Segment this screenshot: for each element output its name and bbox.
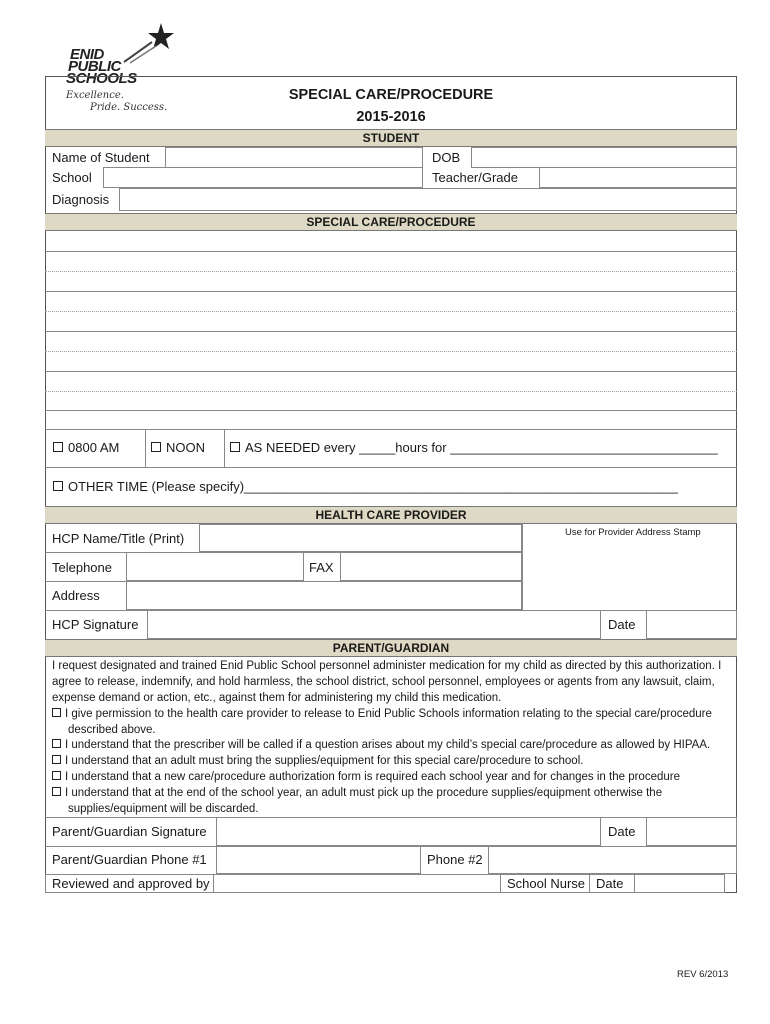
school-label: School: [52, 170, 92, 185]
consent-text-2: agree to release, indemnify, and hold harmless, the school district, school personnel, employees or agents from any lawsuit, claim,: [52, 676, 715, 688]
logo-word-public: PUBLIC: [68, 58, 121, 75]
checkbox-icon[interactable]: [151, 442, 161, 452]
parent-phone1-label: Parent/Guardian Phone #1: [52, 852, 207, 867]
procedure-line[interactable]: [45, 371, 737, 372]
divider: [45, 467, 737, 468]
teacher-grade-field[interactable]: [539, 167, 737, 188]
procedure-line[interactable]: [45, 351, 737, 352]
logo-word-schools: SCHOOLS: [66, 70, 137, 87]
parent-phone2-label: Phone #2: [427, 852, 483, 867]
divider: [224, 429, 225, 467]
procedure-line: [45, 429, 737, 430]
checkbox-icon[interactable]: [53, 481, 63, 491]
other-time-option[interactable]: [53, 479, 678, 495]
checkbox-icon[interactable]: [52, 739, 61, 748]
permission-item-5[interactable]: [52, 786, 662, 801]
fax-field[interactable]: [340, 552, 522, 581]
procedure-line[interactable]: [45, 331, 737, 332]
permission-item-3[interactable]: [52, 754, 583, 769]
permission-item-3-text: I understand that an adult must bring the supplies/equipment for this special care/procedure to school.: [65, 755, 584, 767]
dob-field[interactable]: [471, 147, 737, 168]
section-parent-guardian: PARENT/GUARDIAN: [45, 639, 737, 657]
permission-item-2[interactable]: [52, 738, 710, 753]
permission-item-1[interactable]: [52, 707, 712, 722]
parent-date-field[interactable]: [646, 817, 737, 846]
hcp-date-label: Date: [608, 617, 636, 632]
reviewed-by-field[interactable]: [213, 874, 501, 893]
diagnosis-label: Diagnosis: [52, 192, 110, 207]
telephone-field[interactable]: [126, 552, 304, 581]
reviewed-by-label: Reviewed and approved by: [52, 876, 210, 891]
logo-word-enid: ENID: [70, 46, 104, 63]
as-needed-option[interactable]: [230, 440, 718, 456]
consent-text-3: expense demand or action, etc., against them for administering my child this medication.: [52, 692, 502, 704]
procedure-line[interactable]: [45, 291, 737, 292]
time-noon-option[interactable]: [151, 440, 205, 456]
procedure-line[interactable]: [45, 410, 737, 411]
consent-text-1: I request designated and trained Enid Public School personnel administer medication for my child as directed by this authorization. I: [52, 660, 722, 672]
review-date-label: Date: [596, 876, 624, 891]
logo-tagline-1: Excellence.: [66, 90, 124, 101]
telephone-label: Telephone: [52, 560, 112, 575]
hcp-name-label: HCP Name/Title (Print): [52, 531, 185, 546]
name-of-student-field[interactable]: [165, 147, 423, 168]
hcp-date-field[interactable]: [646, 610, 737, 639]
time-0800-label: 0800 AM: [68, 440, 120, 455]
revision-note: REV 6/2013: [677, 969, 729, 980]
procedure-line[interactable]: [45, 271, 737, 272]
permission-item-5-cont: supplies/equipment will be discarded.: [68, 803, 259, 815]
hcp-name-field[interactable]: [199, 524, 522, 552]
time-noon-label: NOON: [166, 440, 205, 455]
checkbox-icon[interactable]: [230, 442, 240, 452]
checkbox-icon[interactable]: [53, 442, 63, 452]
permission-item-1-cont: described above.: [68, 724, 156, 736]
checkbox-icon[interactable]: [52, 755, 61, 764]
permission-item-1-text: I give permission to the health care provider to release to Enid Public Schools information relating to the special care/procedure: [65, 708, 712, 720]
checkbox-icon[interactable]: [52, 771, 61, 780]
divider: [589, 874, 590, 893]
section-special-care: SPECIAL CARE/PROCEDURE: [45, 213, 737, 231]
form-year: 2015-2016: [356, 109, 426, 125]
permission-item-5-text: I understand that at the end of the school year, an adult must pick up the procedure supplies/equipment otherwise the: [65, 787, 663, 799]
checkbox-icon[interactable]: [52, 787, 61, 796]
divider: [145, 429, 146, 467]
hcp-signature-field[interactable]: [147, 610, 601, 639]
parent-phone2-field[interactable]: [488, 846, 737, 874]
procedure-line[interactable]: [45, 391, 737, 392]
procedure-line[interactable]: [45, 311, 737, 312]
permission-item-4[interactable]: [52, 770, 680, 785]
provider-stamp-note: Use for Provider Address Stamp: [565, 527, 701, 538]
permission-item-2-text: I understand that the prescriber will be called if a question arises about my child’s special care/procedure as allowed by HIPAA.: [65, 739, 711, 751]
name-of-student-label: Name of Student: [52, 150, 150, 165]
divider: [522, 524, 523, 610]
parent-signature-field[interactable]: [216, 817, 601, 846]
time-0800-option[interactable]: [53, 440, 119, 456]
address-field[interactable]: [126, 581, 522, 610]
school-nurse-label: School Nurse: [507, 876, 586, 891]
checkbox-icon[interactable]: [52, 708, 61, 717]
section-health-care-provider: HEALTH CARE PROVIDER: [45, 506, 737, 524]
address-label: Address: [52, 588, 100, 603]
parent-phone1-field[interactable]: [216, 846, 421, 874]
hcp-signature-label: HCP Signature: [52, 617, 139, 632]
diagnosis-field[interactable]: [119, 188, 737, 211]
parent-date-label: Date: [608, 824, 636, 839]
logo-tagline-2: Pride. Success.: [90, 102, 168, 113]
review-date-field[interactable]: [634, 874, 725, 893]
permission-item-4-text: I understand that a new care/procedure authorization form is required each school year and for changes in the procedure: [65, 771, 680, 783]
procedure-line[interactable]: [45, 251, 737, 252]
section-student: STUDENT: [45, 129, 737, 147]
school-field[interactable]: [103, 167, 423, 188]
form-title: SPECIAL CARE/PROCEDURE: [288, 87, 494, 103]
teacher-grade-label: Teacher/Grade: [432, 170, 518, 185]
as-needed-label: AS NEEDED every _____hours for _____________________________________: [245, 440, 718, 455]
parent-signature-label: Parent/Guardian Signature: [52, 824, 207, 839]
dob-label: DOB: [432, 150, 461, 165]
other-time-label: OTHER TIME (Please specify)____________________________________________________________: [68, 479, 678, 494]
fax-label: FAX: [309, 560, 334, 575]
